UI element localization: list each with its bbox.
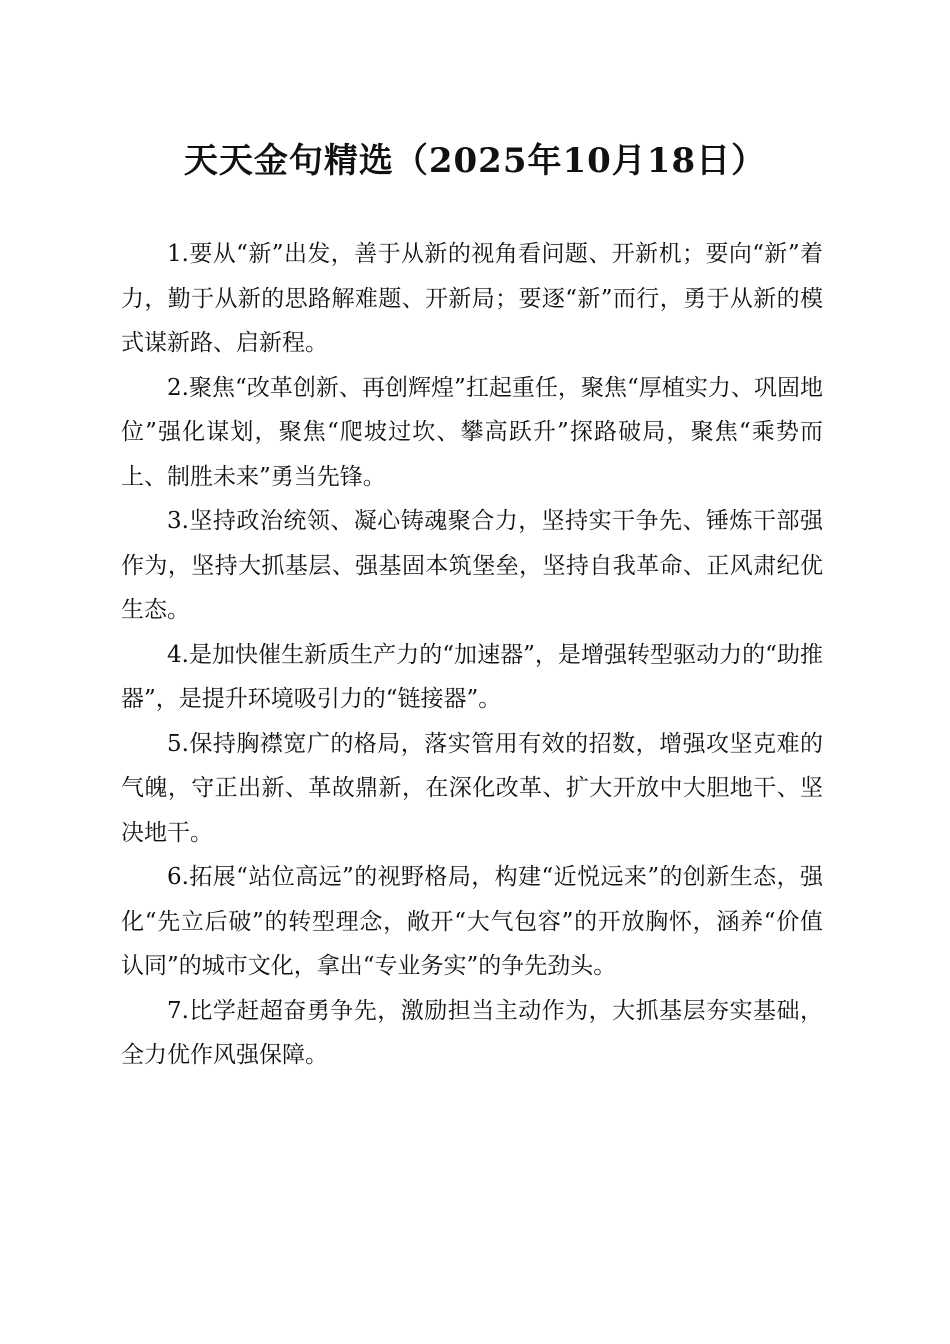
paragraph-1: 1.要从“新”出发，善于从新的视角看问题、开新机；要向“新”着力，勤于从新的思路解难题、开新局；要逐“新”而行，勇于从新的模式谋新路、启新程。 <box>121 241 823 356</box>
paragraph-6: 6.拓展“站位高远”的视野格局，构建“近悦远来”的创新生态，强化“先立后破”的转型理念，敞开“大气包容”的开放胸怀，涵养“价值认同”的城市文化，拿出“专业务实”的争先劲头。 <box>121 864 823 979</box>
paragraph-7: 7.比学赶超奋勇争先，激励担当主动作为，大抓基层夯实基础，全力优作风强保障。 <box>121 997 823 1068</box>
paragraph-3: 3.坚持政治统领、凝心铸魂聚合力，坚持实干争先、锤炼干部强作为，坚持大抓基层、强基固本筑堡垒，坚持自我革命、正风肃纪优生态。 <box>121 508 823 623</box>
paragraph-5: 5.保持胸襟宽广的格局，落实管用有效的招数，增强攻坚克难的气魄，守正出新、革故鼎新，在深化改革、扩大开放中大胆地干、坚决地干。 <box>121 730 823 846</box>
paragraph-2: 2.聚焦“改革创新、再创辉煌”扛起重任，聚焦“厚植实力、巩固地位”强化谋划，聚焦“爬坡过坎、攀高跃升”探路破局，聚焦“乘势而上、制胜未来”勇当先锋。 <box>121 374 823 490</box>
document-title: 天天金句精选（2025年10月18日） <box>183 141 767 181</box>
paragraph-4: 4.是加快催生新质生产力的“加速器”，是增强转型驱动力的“助推器”，是提升环境吸引力的“链接器”。 <box>121 641 823 712</box>
document-body <box>121 232 823 1078</box>
